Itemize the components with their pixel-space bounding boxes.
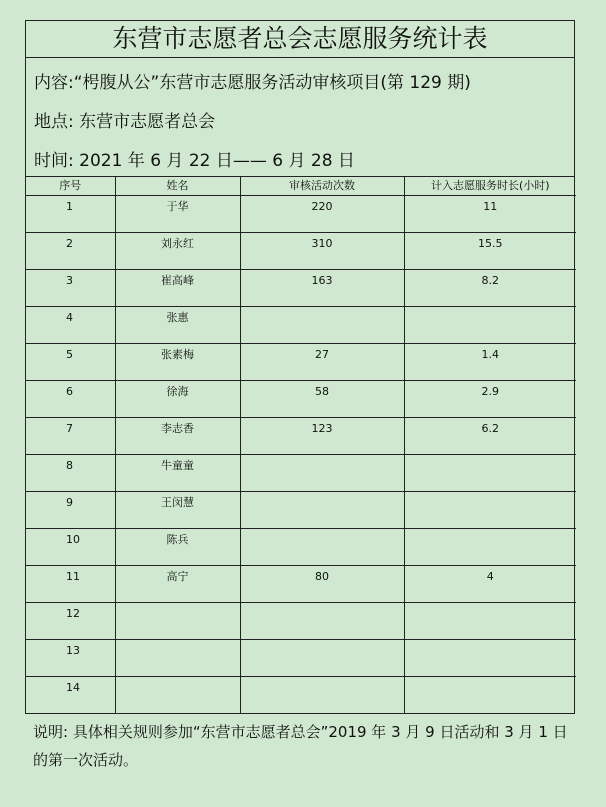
cell-hours: 6.2 (404, 418, 576, 455)
cell-hours: 11 (404, 196, 576, 233)
cell-name: 高宁 (115, 566, 240, 603)
cell-no: 5 (26, 344, 115, 381)
cell-no: 3 (26, 270, 115, 307)
cell-no: 12 (26, 603, 115, 640)
table-row (26, 270, 576, 307)
cell-no: 8 (26, 455, 115, 492)
table-row (26, 603, 576, 640)
cell-no: 9 (26, 492, 115, 529)
cell-no: 6 (26, 381, 115, 418)
cell-name (115, 603, 240, 640)
cell-name: 崔高峰 (115, 270, 240, 307)
cell-hours (404, 529, 576, 566)
cell-audits (240, 455, 404, 492)
cell-hours (404, 677, 576, 714)
cell-audits: 220 (240, 196, 404, 233)
table-row (26, 566, 576, 603)
table-row (26, 233, 576, 270)
table-row (26, 529, 576, 566)
cell-no: 13 (26, 640, 115, 677)
cell-audits (240, 307, 404, 344)
cell-audits: 310 (240, 233, 404, 270)
cell-no: 11 (26, 566, 115, 603)
table-header-row (26, 177, 576, 196)
cell-hours: 4 (404, 566, 576, 603)
cell-name: 王闵慧 (115, 492, 240, 529)
cell-hours (404, 640, 576, 677)
cell-audits: 80 (240, 566, 404, 603)
table-row (26, 492, 576, 529)
cell-no: 1 (26, 196, 115, 233)
cell-audits: 27 (240, 344, 404, 381)
cell-audits (240, 677, 404, 714)
time-line: 时间: 2021 年 6 月 22 日—— 6 月 28 日 (34, 151, 355, 171)
note-text: 说明: 具体相关规则参加“东营市志愿者总会”2019 年 3 月 9 日活动和 3 月 1 日的第一次活动。 (33, 723, 568, 769)
cell-audits: 58 (240, 381, 404, 418)
cell-audits (240, 529, 404, 566)
cell-audits (240, 640, 404, 677)
cell-audits: 123 (240, 418, 404, 455)
cell-name: 陈兵 (115, 529, 240, 566)
cell-no: 10 (26, 529, 115, 566)
cell-name: 张惠 (115, 307, 240, 344)
cell-no: 2 (26, 233, 115, 270)
table-row (26, 196, 576, 233)
cell-name: 牛童童 (115, 455, 240, 492)
cell-audits (240, 492, 404, 529)
table-row (26, 640, 576, 677)
table-row (26, 344, 576, 381)
form-title: 东营市志愿者总会志愿服务统计表 (26, 21, 574, 58)
table-row (26, 455, 576, 492)
cell-name: 刘永红 (115, 233, 240, 270)
cell-name: 李志香 (115, 418, 240, 455)
cell-name (115, 640, 240, 677)
cell-audits: 163 (240, 270, 404, 307)
header-hours: 计入志愿服务时长(小时) (404, 177, 576, 196)
header-name: 姓名 (115, 177, 240, 196)
header-audits: 审核活动次数 (240, 177, 404, 196)
cell-no: 14 (26, 677, 115, 714)
location-line: 地点: 东营市志愿者总会 (34, 112, 216, 132)
cell-name: 徐海 (115, 381, 240, 418)
table-row (26, 677, 576, 714)
cell-name: 张素梅 (115, 344, 240, 381)
info-section (26, 58, 574, 177)
cell-hours (404, 603, 576, 640)
table-row (26, 418, 576, 455)
header-no: 序号 (26, 177, 115, 196)
statistics-sheet (25, 20, 575, 714)
cell-no: 7 (26, 418, 115, 455)
cell-hours (404, 307, 576, 344)
cell-hours: 2.9 (404, 381, 576, 418)
table-row (26, 381, 576, 418)
cell-hours: 8.2 (404, 270, 576, 307)
cell-hours (404, 455, 576, 492)
cell-name (115, 677, 240, 714)
cell-audits (240, 603, 404, 640)
cell-hours (404, 492, 576, 529)
cell-no: 4 (26, 307, 115, 344)
table-row (26, 307, 576, 344)
cell-hours: 15.5 (404, 233, 576, 270)
statistics-table (26, 177, 576, 713)
content-line: 内容:“枵腹从公”东营市志愿服务活动审核项目(第 129 期) (34, 73, 471, 93)
cell-hours: 1.4 (404, 344, 576, 381)
cell-name: 于华 (115, 196, 240, 233)
